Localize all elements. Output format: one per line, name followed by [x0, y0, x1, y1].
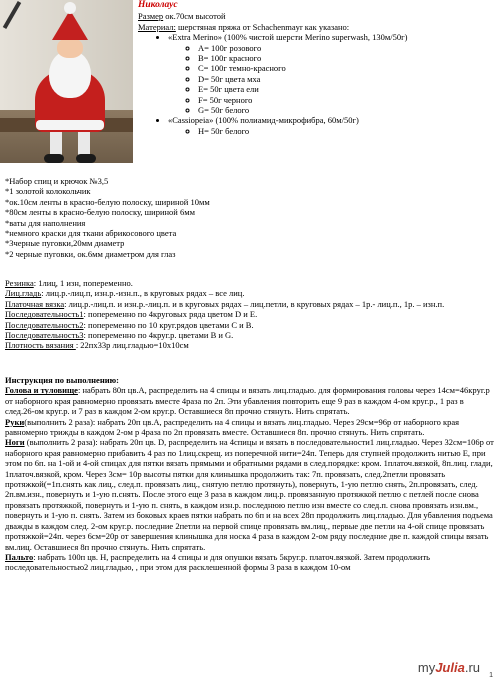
- spec-label: Последовательность3: [5, 330, 84, 341]
- size-value: ок.70см высотой: [163, 11, 226, 21]
- yarn-list-2: [138, 115, 498, 125]
- instructions: [5, 375, 495, 573]
- section-text: : набрать 100п цв. Н, распределить на 4 спицы и для опушки вязать 5круг.р. платоч.вязкой. Затем продолжить последовательностью2 лиц.гладью, , при этом для расклешенной формы 3 раза в каждом 10-ом: [5, 551, 431, 573]
- material-line: [138, 22, 498, 33]
- size-line: [138, 11, 498, 22]
- page-number: 1: [489, 672, 493, 679]
- spec-line: [5, 309, 495, 319]
- spec-label: Резинка: [5, 278, 34, 288]
- color-list-1: [138, 43, 498, 116]
- yarn-item: • «Cassiopeia» (100% полиамид-микрофибра, 60м/50г): [168, 115, 498, 125]
- section-text: (выполнить 2 раза): набрать 20п цв. D, распределить на 4спицы и вязать в последовательности1 лиц.гладью. Через 32см=106р от наборного края равномерно прибавить 4 раз по 1лиц.скрещ. из поперечной нити=24п. Теперь для ступней продолжить нитью Е, при этом по 6п. на 1-ой и 4-ой спицах для пятки вязать прямыми и обратными рядами в след.порядке: кром. 1платоч.вязкой, 8п.лиц. глади, 1платоч.вязкой, кром. Через 3см= 10р высоты пятки для клинышка продолжить так: 7п. провязать, след.2петли провязать протяжкой(=1п.снять как лиц., след.п. провязать лиц., снятую петлю протянуть), повернуть, 1-ую петлю снять, 2п.провязать, след. 2п.вм.изн., повернуть и 1-ую п.снять. После этого еще 3 раза в каждом лиц.р. провязанную протяжкой петлю с петлей после снова провязать протяжкой, повернуть и 1-ую п. снять, в каждом изн.р. последнюю петлю изн вместе со след.п. снова провязать изн.вм., повернуть и 1-ую п. снять. Затем из боковых краев пятки набрать по 6п и на всех 28п продолжить лиц.гладью. Для убавления подъема дважды в каждом след. 2-ом круг.р. последние 2петли на первой спице провязать вм.лиц., первые две петли на 4-ой спице провязать протяжкой=24п. через 6см=20р от завершения клинышка для носка 4 раза в каждом 2-ом ряду последние две п. каждой спицы вязать вм.лиц. Оставшиеся 8п прочно стянуть. Нить спрятать.: [5, 437, 494, 552]
- color-item: ◦ F= 50г черного: [198, 95, 498, 105]
- color-item: ◦ D= 50г цвета мха: [198, 74, 498, 84]
- color-item: ◦ B= 100г красного: [198, 53, 498, 63]
- yarn-item: • «Extra Merino» (100% чистой шерсти Merino superwash, 130м/50г): [168, 32, 498, 42]
- size-label: Размер: [138, 11, 164, 21]
- spec-label: Плотность вязания: [5, 340, 76, 351]
- material-item: *ок.10см ленты в красно-белую полоску, шириной 10мм: [5, 196, 210, 207]
- spec-label: Лиц.гладь: [5, 288, 42, 299]
- material-item: *3черные пуговки,20мм диаметр: [5, 238, 125, 249]
- spec-line: [5, 320, 495, 330]
- spec-line: [5, 330, 495, 340]
- specs-list: [5, 278, 495, 351]
- material-item: *80см ленты в красно-белую полоску, шириной 6мм: [5, 207, 195, 218]
- spec-line: [5, 278, 495, 288]
- section-label: Пальто: [5, 551, 34, 562]
- instruction-section: [5, 552, 495, 573]
- material-item: *2 черные пуговки, ок.6мм диаметром для глаз: [5, 248, 176, 259]
- spec-text: : попеременно по 4круговых ряда цветом D и E.: [83, 309, 258, 320]
- material-label: Материал:: [138, 21, 176, 32]
- spec-text: : 1лиц, 1 изн, попеременно.: [33, 278, 133, 288]
- material-item: *немного краски для ткани абрикосового цвета: [5, 228, 177, 239]
- color-list-2: [138, 126, 498, 136]
- color-item: ◦ C= 100г темно-красного: [198, 63, 498, 73]
- instructions-heading: Инструкция по выполнению:: [5, 375, 119, 385]
- page-title: Николаус: [138, 0, 178, 10]
- watermark-prefix: my: [417, 660, 436, 675]
- instruction-section: [5, 385, 495, 416]
- spec-label: Последовательность1: [5, 309, 84, 320]
- instruction-section: [5, 417, 495, 438]
- section-text: : набрать 80п цв.А, распределить на 4 спицы и вязать лиц.гладью. для формирования головы через 14см=46круг.р от наборного края равномерно провязать вместе 4раза по 2п. Эти убавления повторить еще 9 раз в каждом 4-ом круг.р., 1 раз в след.26-ом круг.р. и 7 раз в каждом 2-ом круг.р. Оставшиеся 8п прочно стянуть. Нить спрятать.: [5, 385, 490, 417]
- spec-text: : попеременно по 10 круг.рядов цветами С и В.: [83, 319, 254, 330]
- section-label: Голова и туловище: [5, 385, 78, 396]
- instruction-section: [5, 437, 495, 551]
- spec-text: : лиц.р.-лиц.п. и изн.р.-лиц.п. и в круговых рядах – лиц.петли, в круговых рядах – 1р.- лиц.п., 1р. – изн.п.: [64, 298, 445, 309]
- color-item: ◦ H= 50г белого: [198, 126, 498, 136]
- spec-text: : лиц.р.-лиц.п, изн.р.-изн.п., в круговых рядах – все лиц.: [41, 288, 245, 299]
- material-value: шерстяная пряжа от Schachenmayr как указано:: [175, 21, 350, 32]
- material-item: *Набор спиц и крючок №3,5: [5, 176, 109, 186]
- color-item: ◦ E= 50г цвета ели: [198, 84, 498, 94]
- santa-doll-photo: [0, 0, 133, 163]
- materials-list: [5, 176, 495, 259]
- color-item: ◦ A= 100г розового: [198, 43, 498, 53]
- spec-line: [5, 299, 495, 309]
- spec-text: : 22пх33р лиц.гладью=10х10см: [75, 340, 189, 351]
- header-block: [138, 0, 498, 136]
- yarn-list: [138, 32, 498, 42]
- section-label: Руки: [5, 416, 25, 427]
- material-item: *ваты для наполнения: [5, 217, 86, 228]
- watermark-brand: Julia: [435, 660, 465, 675]
- watermark-suffix: .ru: [464, 660, 480, 675]
- site-watermark: [418, 660, 480, 675]
- color-item: ◦ G= 50г белого: [198, 105, 498, 115]
- spec-text: : попеременно по 4круг.р. цветами В и G.: [83, 330, 234, 341]
- spec-line: [5, 288, 495, 298]
- spec-label: Платочная вязка: [5, 298, 65, 309]
- section-text: (выполнить 2 раза): набрать 20п цв.А, распределить на 4 спицы и вязать лиц.гладью. Через 29см=96р от наборного края равномерно трижды в каждом 2-ом р 4раза по 2п провязать вместе. Оставшиеся 8п. прочно стянуть. Нить спрятать.: [5, 416, 460, 438]
- material-item: *1 золотой колокольчик: [5, 186, 91, 197]
- section-label: Ноги: [5, 437, 25, 448]
- spec-label: Последовательность2: [5, 319, 84, 330]
- spec-line: [5, 340, 495, 350]
